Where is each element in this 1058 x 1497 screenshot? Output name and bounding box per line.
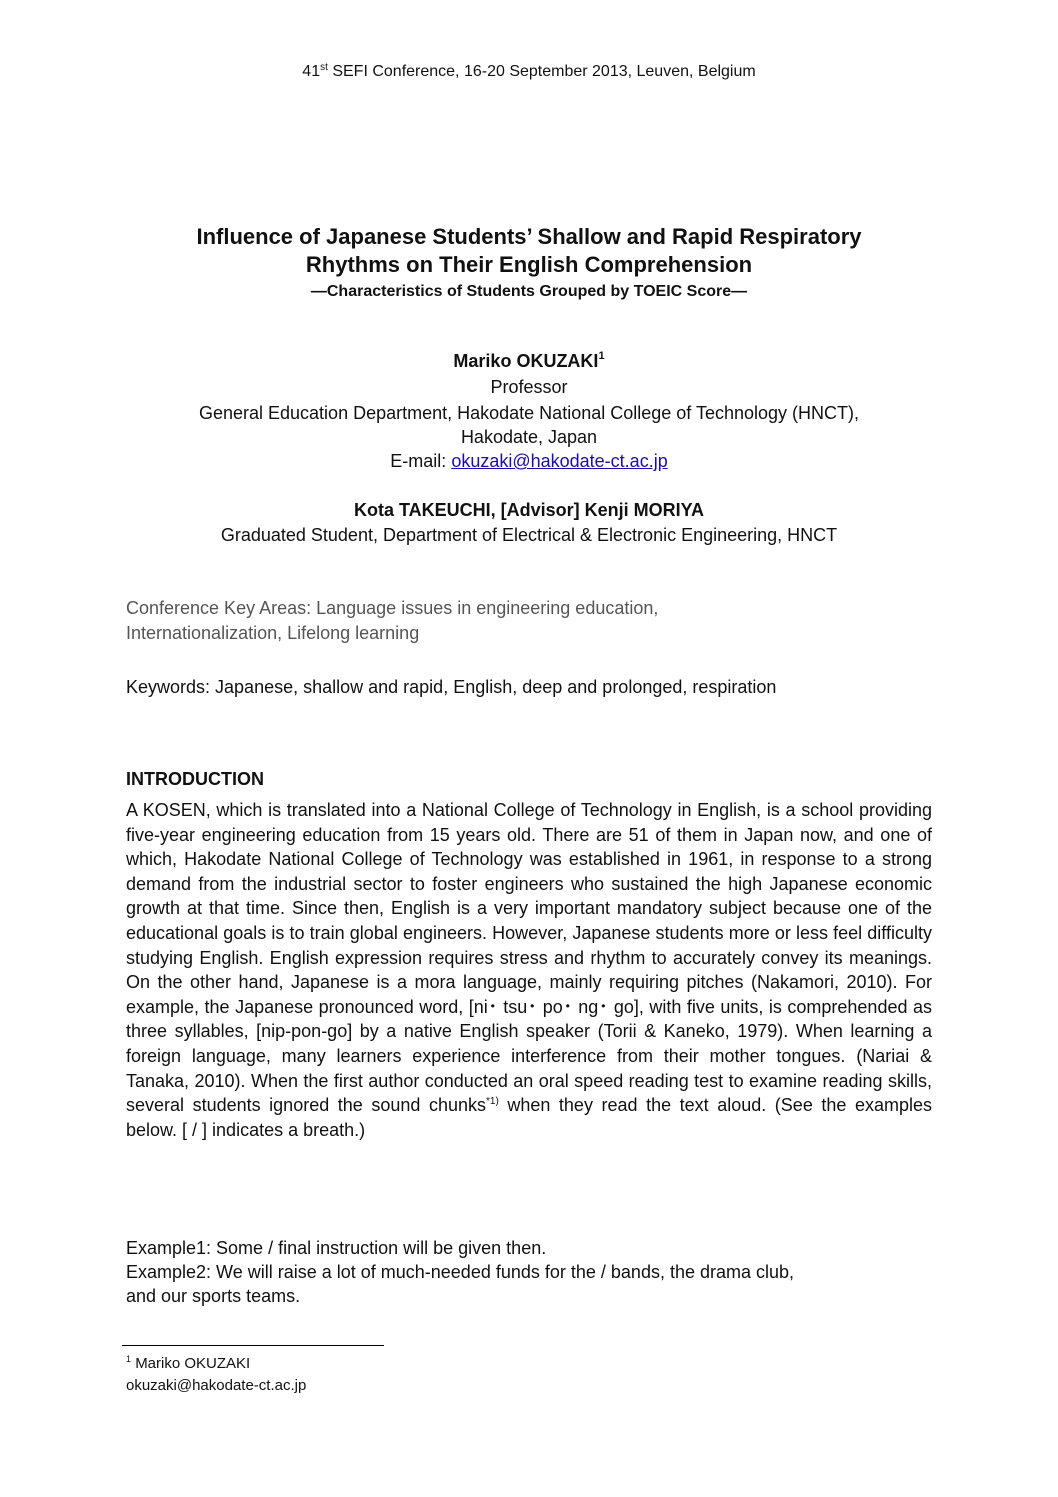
introduction-heading: INTRODUCTION xyxy=(126,769,264,789)
author-1-name: Mariko OKUZAKI$^1$ xyxy=(453,350,605,371)
author-1-affiliation: General Education Department, Hakodate National College of Technology (HNCT), xyxy=(198,403,859,423)
conference-ordinal-suffix: st xyxy=(320,62,328,73)
footnote-divider xyxy=(122,1345,384,1346)
author-1-position: Professor xyxy=(490,377,568,397)
title-line-1: Influence of Japanese Students’ Shallow and Rapid Respiratory xyxy=(196,224,862,249)
title-line-2: Rhythms on Their English Comprehension xyxy=(305,252,753,277)
author-2-affiliation: Graduated Student, Department of Electrical & Electronic Engineering, HNCT xyxy=(220,525,838,545)
footnote-email: okuzaki@hakodate-ct.ac.jp xyxy=(126,1377,307,1394)
email-label: E-mail: xyxy=(390,451,452,471)
author-1-email-line xyxy=(0,451,1058,472)
conference-ordinal: 41 xyxy=(302,63,321,80)
footnote-name: $^1$ Mariko OKUZAKI xyxy=(126,1354,251,1372)
example-2-line-2: and our sports teams. xyxy=(126,1286,301,1306)
conference-header xyxy=(0,62,1058,81)
key-areas-line-1: Conference Key Areas: Language issues in engineering education, xyxy=(126,598,659,618)
author-2-names: Kota TAKEUCHI, [Advisor] Kenji MORIYA xyxy=(353,500,705,520)
conference-text: SEFI Conference, 16-20 September 2013, Leuven, Belgium xyxy=(332,63,756,80)
key-areas-line-2: Internationalization, Lifelong learning xyxy=(126,623,420,643)
author-1-location: Hakodate, Japan xyxy=(460,427,598,447)
author-1-email-link[interactable]: okuzaki@hakodate-ct.ac.jp xyxy=(451,451,668,471)
example-2-line-1: Example2: We will raise a lot of much-needed funds for the / bands, the drama club, xyxy=(126,1262,795,1282)
keywords: Keywords: Japanese, shallow and rapid, English, deep and prolonged, respiration xyxy=(126,677,777,697)
note-marker: *1) xyxy=(485,1096,499,1108)
author-1-footnote-marker: 1 xyxy=(598,350,605,362)
introduction-paragraph: A KOSEN, which is translated into a National College of Technology in English, is a school providing five-year engineering education from 15 years old. There are 51 of them in Japan now, and one of which, Hakodate National College of Technology was established in 1961, in response to a strong demand from the industrial sector to foster engineers who sustained the high Japanese economic growth at that time. Since then, English is a very important mandatory subject because one of the educational goals is to train global engineers. However, Japanese students more or less feel difficulty studying English. English expression requires stress and rhythm to accurately convey its meanings. On the other hand, Japanese is a mora language, mainly requiring pitches (Nakamori, 2010). For example, the Japanese pronounced word, [ni･ tsu･ po･ ng･ go], with five units, is comprehended as three syllables, [nip-pon-go] by a native English speaker (Torii & Kaneko, 1979). When learning a foreign language, many learners experience interference from their mother tongues. (Nariai & Tanaka, 2010). When the first author conducted an oral speed reading test to examine reading skills, several students ignored the sound chunks$^{*1)}$ when they read the text aloud. (See the examples below. [ / ] indicates a breath.) xyxy=(126,800,932,1140)
subtitle: ―Characteristics of Students Grouped by TOEIC Score― xyxy=(310,283,748,300)
footnote-marker: 1 xyxy=(126,1354,132,1364)
example-1: Example1: Some / final instruction will be given then. xyxy=(126,1238,547,1258)
